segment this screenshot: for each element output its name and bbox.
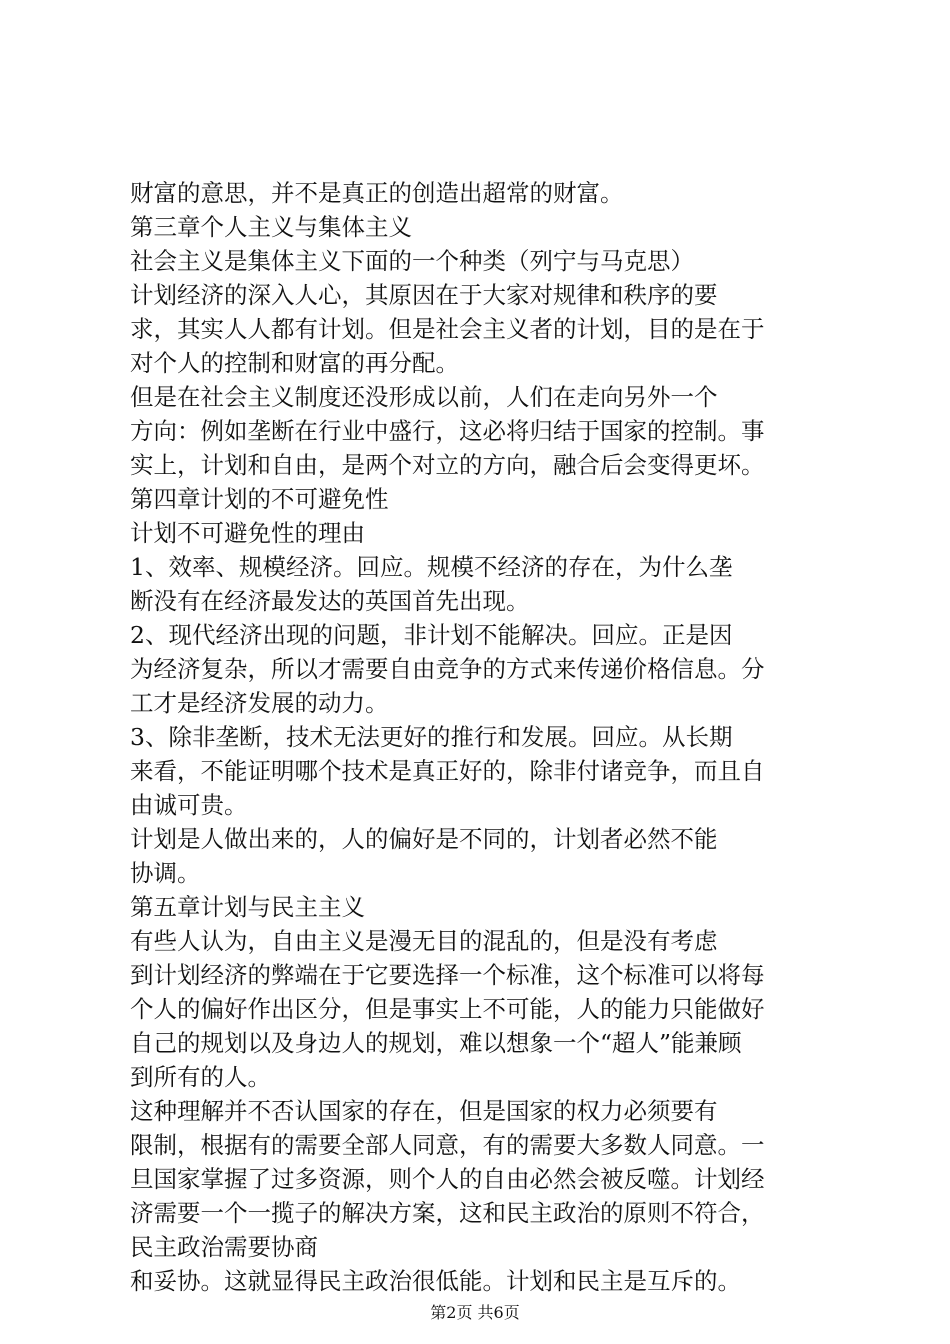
text-line: 财富的意思，并不是真正的创造出超常的财富。: [130, 179, 624, 207]
chapter-heading: 第三章个人主义与集体主义: [130, 213, 412, 241]
text-line: 这种理解并不否认国家的存在，但是国家的权力必须要有: [130, 1097, 718, 1125]
text-line: 到所有的人。: [130, 1063, 271, 1091]
text-line: 断没有在经济最发达的英国首先出现。: [130, 587, 530, 615]
text-line: 济需要一个一揽子的解决方案，这和民主政治的原则不符合，: [130, 1199, 765, 1227]
text-line: 和妥协。这就显得民主政治很低能。计划和民主是互斥的。: [130, 1267, 741, 1295]
text-line: 到计划经济的弊端在于它要选择一个标准，这个标准可以将每: [130, 961, 765, 989]
text-line: 3、除非垄断，技术无法更好的推行和发展。回应。从长期: [130, 723, 733, 751]
chapter-heading: 第四章计划的不可避免性: [130, 485, 389, 513]
page-number-footer: 第2页 共6页: [430, 1303, 520, 1322]
text-line: 实上，计划和自由，是两个对立的方向，融合后会变得更坏。: [130, 451, 765, 479]
text-line: 方向：例如垄断在行业中盛行，这必将归结于国家的控制。事: [130, 417, 765, 445]
text-line: 旦国家掌握了过多资源，则个人的自由必然会被反噬。计划经: [130, 1165, 765, 1193]
text-line: 计划是人做出来的，人的偏好是不同的，计划者必然不能: [130, 825, 718, 853]
text-line: 2、现代经济出现的问题，非计划不能解决。回应。正是因: [130, 621, 733, 649]
text-line: 工才是经济发展的动力。: [130, 689, 389, 717]
text-line: 对个人的控制和财富的再分配。: [130, 349, 459, 377]
text-line: 限制，根据有的需要全部人同意，有的需要大多数人同意。一: [130, 1131, 765, 1159]
text-line: 自己的规划以及身边人的规划，难以想象一个“超人”能兼顾: [130, 1029, 742, 1057]
text-line: 由诚可贵。: [130, 791, 248, 819]
text-line: 求，其实人人都有计划。但是社会主义者的计划，目的是在于: [130, 315, 765, 343]
chapter-heading: 第五章计划与民主主义: [130, 893, 365, 921]
text-line: 来看，不能证明哪个技术是真正好的，除非付诸竞争，而且自: [130, 757, 765, 785]
text-line: 但是在社会主义制度还没形成以前，人们在走向另外一个: [130, 383, 718, 411]
text-line: 社会主义是集体主义下面的一个种类（列宁与马克思）: [130, 247, 694, 275]
text-line: 1、效率、规模经济。回应。规模不经济的存在，为什么垄: [130, 553, 733, 581]
text-line: 个人的偏好作出区分，但是事实上不可能，人的能力只能做好: [130, 995, 765, 1023]
text-line: 计划不可避免性的理由: [130, 519, 365, 547]
text-line: 民主政治需要协商: [130, 1233, 318, 1261]
text-line: 有些人认为，自由主义是漫无目的混乱的，但是没有考虑: [130, 927, 718, 955]
text-line: 为经济复杂，所以才需要自由竞争的方式来传递价格信息。分: [130, 655, 765, 683]
text-line: 计划经济的深入人心，其原因在于大家对规律和秩序的要: [130, 281, 718, 309]
text-line: 协调。: [130, 859, 201, 887]
